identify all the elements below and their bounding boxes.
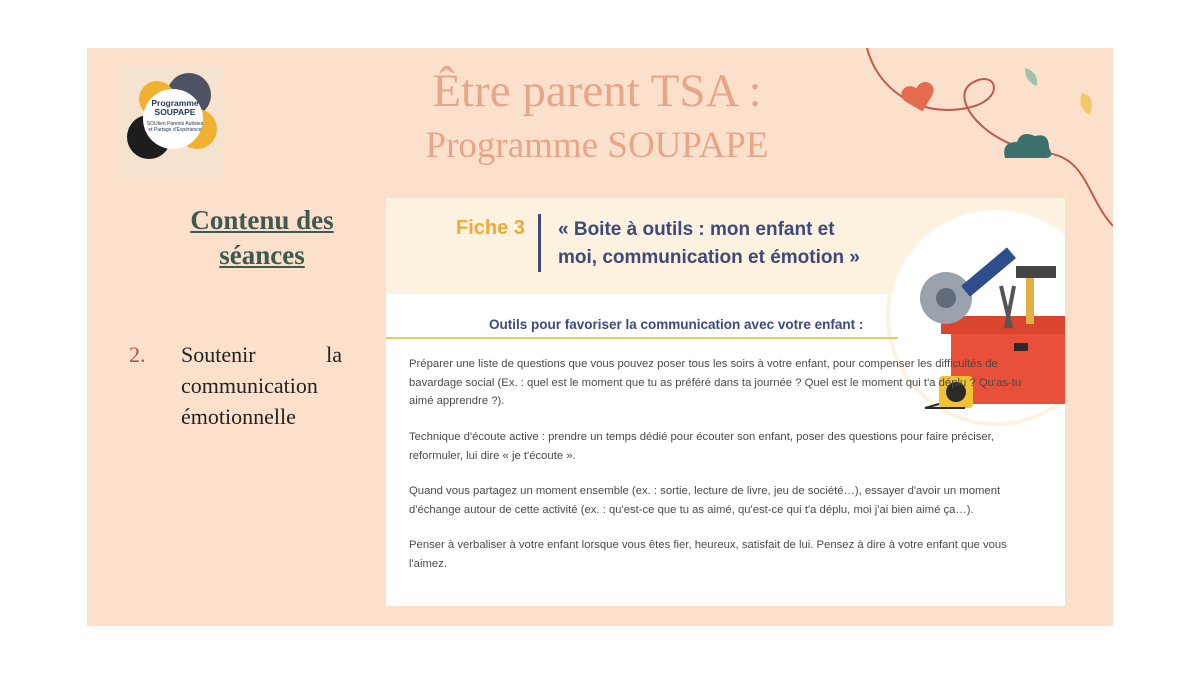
tools-heading-underline <box>386 337 898 339</box>
page-title: Être parent TSA : <box>432 65 762 117</box>
cloud-icon <box>1004 134 1052 158</box>
section-heading-line2: séances <box>219 240 305 270</box>
list-item-line3: émotionnelle <box>181 404 296 429</box>
tools-heading: Outils pour favoriser la communication avec votre enfant : <box>489 317 864 332</box>
section-heading <box>132 203 392 273</box>
list-item-line2: communication <box>181 373 318 398</box>
programme-logo <box>119 65 223 177</box>
paragraph: Technique d'écoute active : prendre un temps dédié pour écouter son enfant, poser des questions pour faire préciser, reformuler, lui dire « je t'écoute ». <box>409 431 994 462</box>
list-item-line1: Soutenir la <box>181 342 342 367</box>
fiche-title-line1: « Boite à outils : mon enfant et <box>558 219 835 240</box>
paragraph: Préparer une liste de questions que vous pouvez poser tous les soirs à votre enfant, pour compenser les difficultés de bavardage social (Ex. : quel est le moment que tu as préféré dans ta journée ? Quel est le moment qui t'a déplu ? Qu'as-tu aimé apprendre ?). <box>409 358 1022 407</box>
list-item-text <box>181 339 342 432</box>
slide <box>87 48 1113 626</box>
paragraph: Quand vous partagez un moment ensemble (ex. : sortie, lecture de livre, jeu de société…), essayer d'avoir un moment d'échange autour de cette activité (ex. : qu'est-ce que tu as aimé, qu'est-ce qui t'a déplu, moi j'ai bien aimé ça…). <box>409 485 1001 516</box>
leaf-icon <box>1025 68 1037 86</box>
leaf-icon <box>1080 93 1092 115</box>
logo-tagline: SOUtien Parents Autistes et Partage d'Expérience <box>146 121 204 133</box>
list-item-number: 2. <box>129 342 146 367</box>
fiche-card <box>386 198 1065 606</box>
logo-line2: SOUPAPE <box>154 107 196 117</box>
page-subtitle: Programme SOUPAPE <box>425 125 769 166</box>
logo-line1: Programme <box>151 98 199 108</box>
section-heading-line1: Contenu des <box>190 205 334 235</box>
fiche-title-line2: moi, communication et émotion » <box>558 247 860 268</box>
paragraph: Penser à verbaliser à votre enfant lorsque vous êtes fier, heureux, satisfait de lui. Pensez à dire à votre enfant que vous l'aimez. <box>409 539 1007 570</box>
fiche-label: Fiche 3 <box>456 217 525 239</box>
